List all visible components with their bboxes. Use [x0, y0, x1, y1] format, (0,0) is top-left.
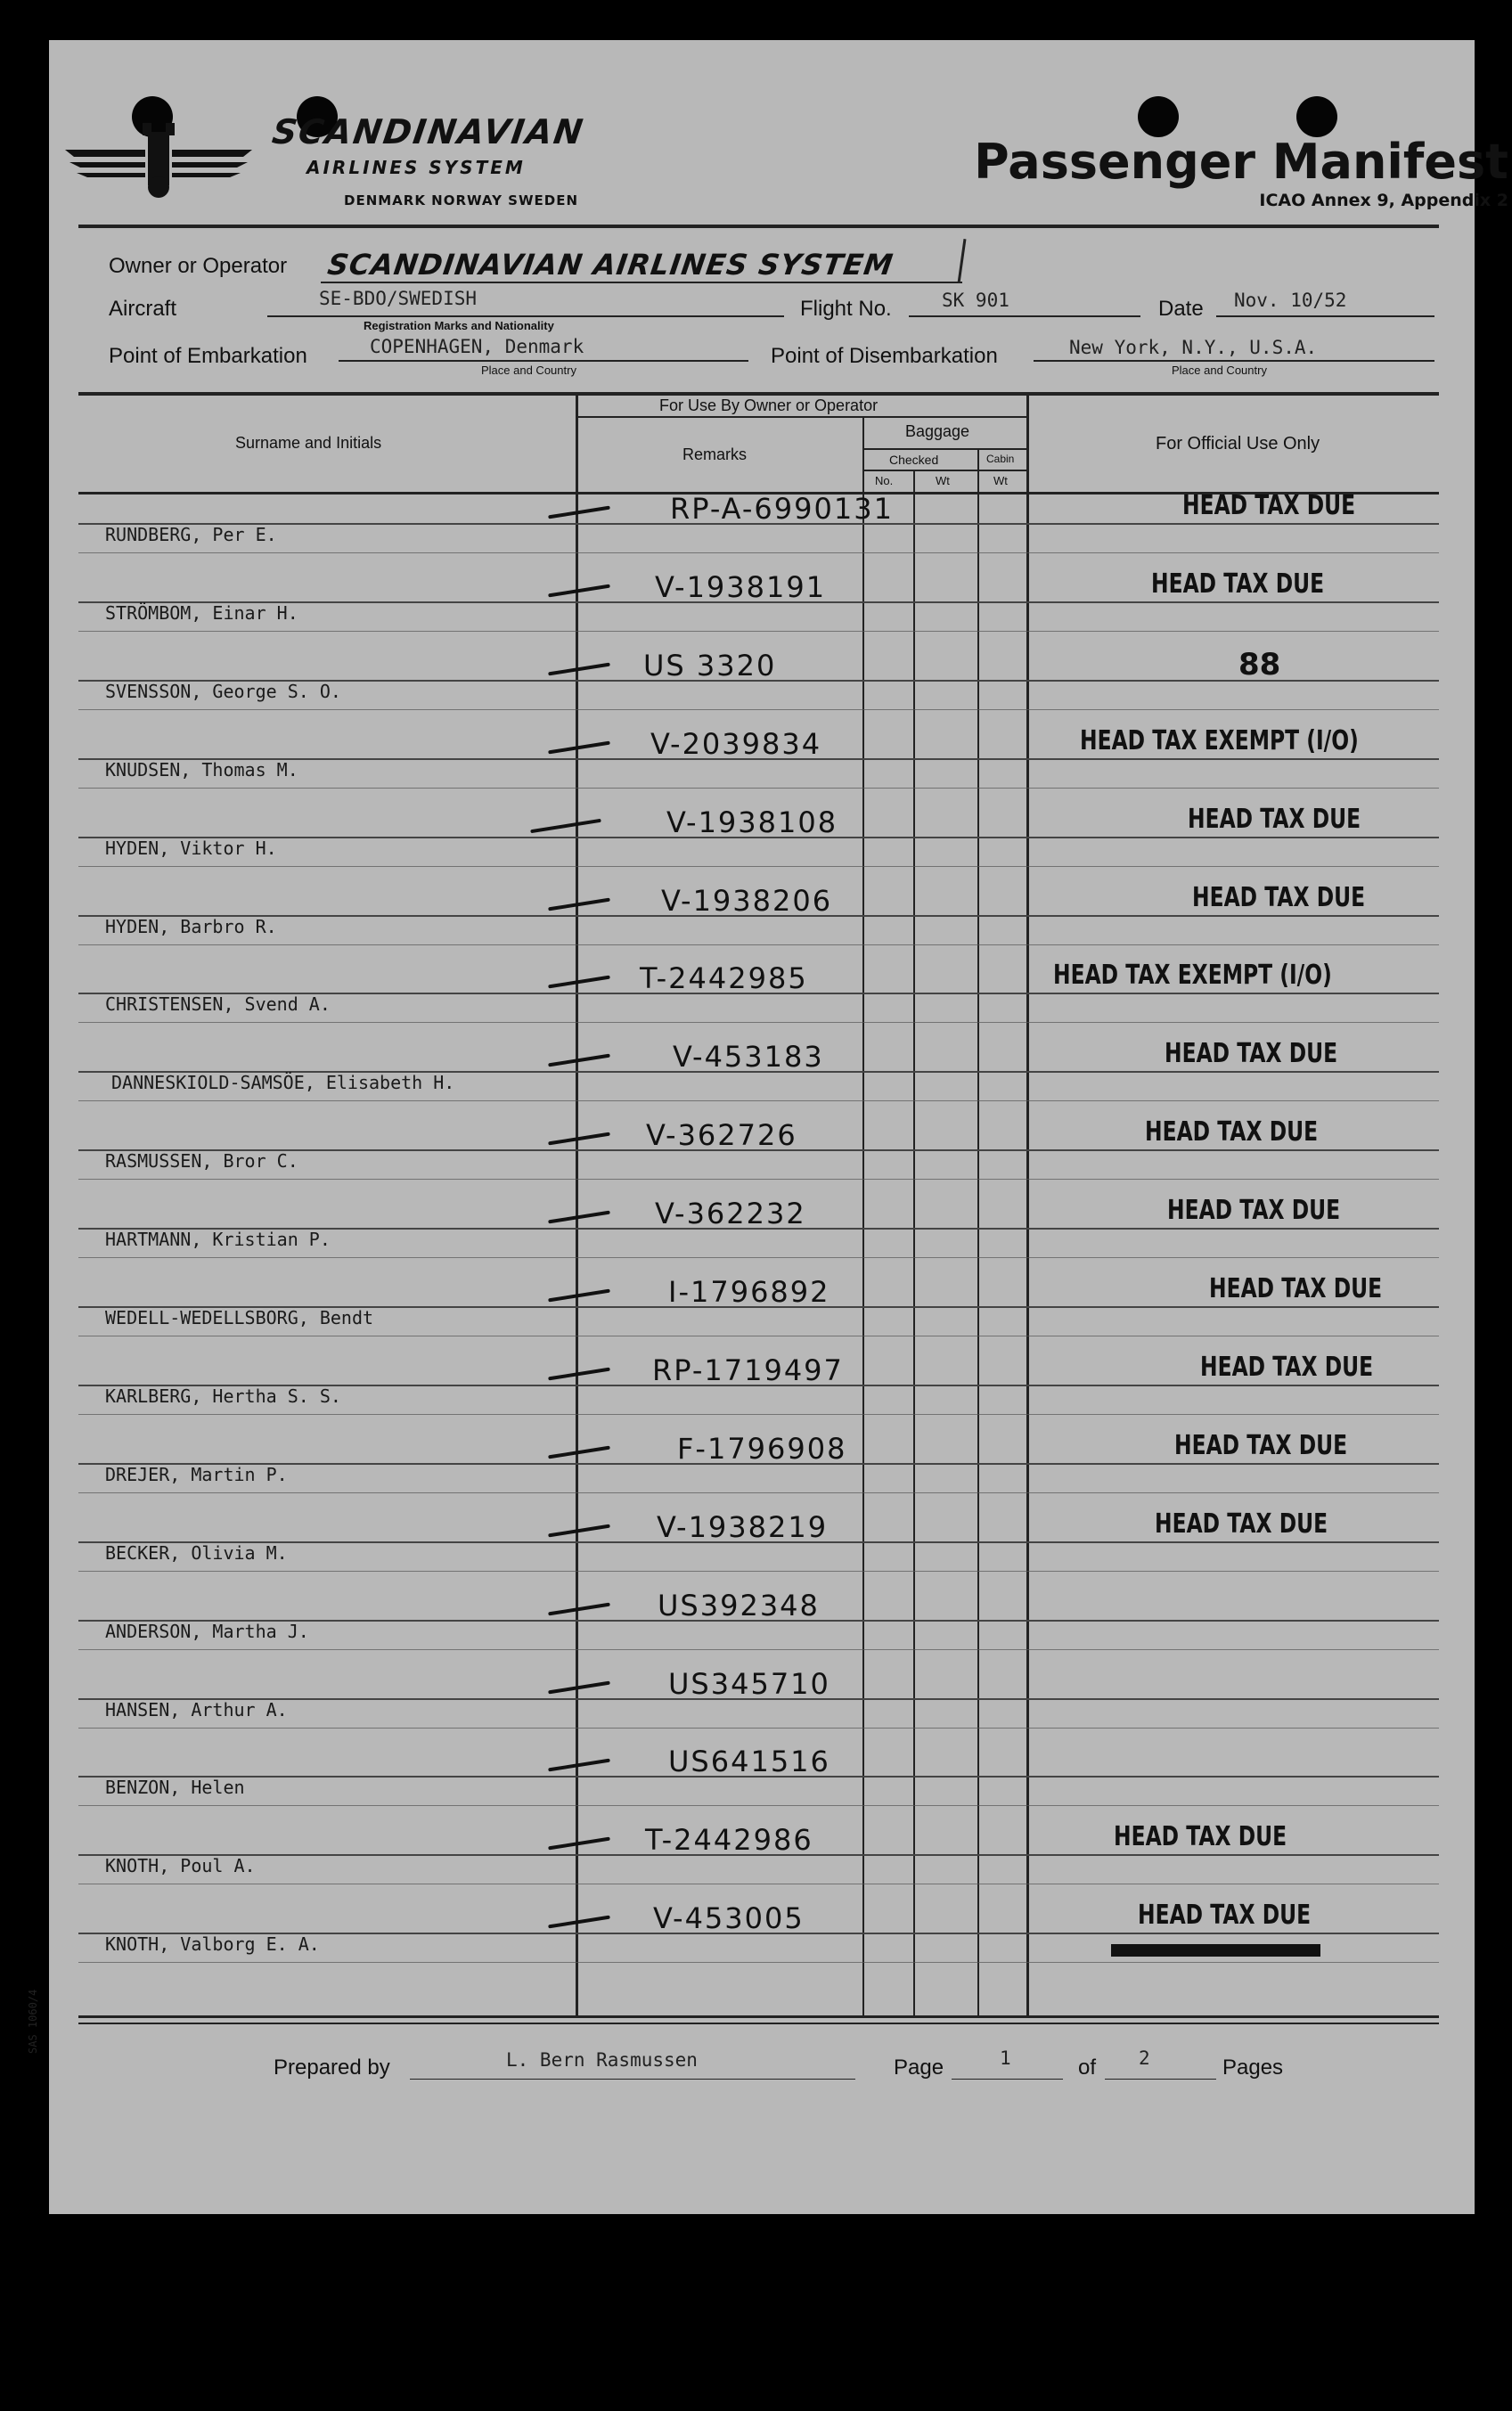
- punch-hole: [1296, 96, 1337, 137]
- row-subrule: [78, 1179, 1439, 1180]
- date-label: Date: [1158, 297, 1204, 321]
- passport-number: RP-1719497: [652, 1353, 844, 1387]
- official-stamp: HEAD TAX DUE: [1145, 1116, 1319, 1148]
- disembark-value: New York, N.Y., U.S.A.: [1069, 337, 1318, 358]
- disembark-underline: [1034, 360, 1434, 362]
- passenger-name: HYDEN, Barbro R.: [105, 915, 277, 937]
- row-subrule: [78, 631, 1439, 632]
- row-subrule: [78, 1257, 1439, 1258]
- passenger-name: HARTMANN, Kristian P.: [105, 1229, 331, 1251]
- passport-number: T-2442985: [640, 961, 808, 996]
- row-subrule: [78, 944, 1439, 945]
- passport-number: RP-A-6990131: [670, 492, 894, 526]
- aircraft-label: Aircraft: [109, 297, 177, 321]
- checked-rule: [864, 470, 1027, 471]
- prepared-underline: [410, 2079, 855, 2080]
- punch-hole: [1138, 96, 1179, 137]
- prepared-label: Prepared by: [274, 2055, 390, 2080]
- page-label: Page: [894, 2055, 944, 2080]
- passenger-name: BENZON, Helen: [105, 1777, 245, 1799]
- passenger-name: ANDERSON, Martha J.: [105, 1620, 309, 1642]
- flight-value: SK 901: [942, 290, 1009, 311]
- passport-number: V-2039834: [650, 726, 822, 761]
- passenger-name: KARLBERG, Hertha S. S.: [105, 1385, 341, 1407]
- row-subrule: [78, 1962, 1439, 1963]
- col-header-baggage: Baggage: [905, 422, 970, 440]
- passport-number: V-453005: [653, 1901, 805, 1936]
- official-stamp: HEAD TAX DUE: [1114, 1821, 1287, 1853]
- row-subrule: [78, 1414, 1439, 1415]
- embark-caption: Place and Country: [481, 364, 576, 377]
- passport-number: US345710: [668, 1666, 830, 1701]
- row-subrule: [78, 1022, 1439, 1023]
- col-divider-official: [1026, 392, 1029, 2015]
- official-stamp: HEAD TAX EXEMPT (I/O): [1053, 960, 1332, 992]
- official-stamp: HEAD TAX DUE: [1174, 1429, 1348, 1461]
- date-underline: [1216, 315, 1434, 317]
- registration-caption: Registration Marks and Nationality: [364, 319, 554, 332]
- table-bottom-border: [78, 2015, 1439, 2018]
- page-subtitle: ICAO Annex 9, Appendix 2: [1259, 191, 1508, 210]
- passenger-name: CHRISTENSEN, Svend A.: [105, 993, 331, 1016]
- col-header-cabin: Cabin: [986, 453, 1015, 465]
- flight-label: Flight No.: [800, 297, 892, 321]
- col-divider-name: [576, 392, 578, 2015]
- official-stamp: HEAD TAX DUE: [1138, 1900, 1312, 1932]
- passenger-name: HANSEN, Arthur A.: [105, 1698, 288, 1720]
- official-stamp: HEAD TAX DUE: [1182, 490, 1356, 521]
- row-subrule: [78, 1728, 1439, 1729]
- col-header-wt: Wt: [936, 474, 950, 487]
- official-stamp: HEAD TAX DUE: [1151, 568, 1325, 600]
- col-header-remarks: Remarks: [682, 445, 748, 463]
- passenger-name: DREJER, Martin P.: [105, 1463, 288, 1485]
- owner-underline: [321, 282, 962, 283]
- owner-use-rule: [577, 416, 1027, 418]
- row-subrule: [78, 788, 1439, 789]
- passport-number: V-362232: [655, 1197, 806, 1231]
- baggage-rule: [864, 448, 1027, 450]
- aircraft-value: SE-BDO/SWEDISH: [319, 288, 478, 309]
- brand-countries: DENMARK NORWAY SWEDEN: [344, 192, 579, 208]
- embark-underline: [339, 360, 748, 362]
- passenger-name: WEDELL-WEDELLSBORG, Bendt: [105, 1307, 374, 1328]
- form-code: SAS 1060/4: [27, 1989, 39, 2054]
- passenger-name: RUNDBERG, Per E.: [105, 524, 277, 545]
- passport-number: T-2442986: [645, 1823, 813, 1858]
- passenger-name: STRÖMBOM, Einar H.: [105, 601, 298, 624]
- col-header-no: No.: [875, 474, 894, 487]
- of-value: 2: [1139, 2047, 1150, 2069]
- passenger-name: KNOTH, Poul A.: [105, 1855, 256, 1877]
- passport-number: V-362726: [646, 1118, 797, 1153]
- passport-number: V-1938219: [657, 1509, 829, 1544]
- page-underline: [952, 2079, 1063, 2080]
- row-subrule: [78, 1100, 1439, 1101]
- owner-value: SCANDINAVIAN AIRLINES SYSTEM: [325, 248, 896, 282]
- passenger-name: DANNESKIOLD-SAMSÖE, Elisabeth H.: [111, 1072, 455, 1094]
- passenger-name: KNUDSEN, Thomas M.: [105, 758, 298, 781]
- pages-label: Pages: [1222, 2055, 1284, 2080]
- owner-label: Owner or Operator: [109, 254, 288, 278]
- official-stamp: HEAD TAX DUE: [1200, 1351, 1374, 1383]
- official-stamp: HEAD TAX DUE: [1188, 803, 1361, 835]
- passport-number: I-1796892: [668, 1275, 830, 1309]
- col-header-owner-use: For Use By Owner or Operator: [659, 396, 879, 414]
- passport-number: US641516: [668, 1745, 830, 1779]
- sas-logo: [61, 87, 613, 221]
- row-subrule: [78, 552, 1439, 553]
- prepared-value: L. Bern Rasmussen: [506, 2049, 698, 2071]
- passport-number: US392348: [658, 1588, 820, 1622]
- of-underline: [1105, 2079, 1216, 2080]
- passenger-name: HYDEN, Viktor H.: [105, 837, 277, 859]
- brand-subname: AIRLINES SYSTEM: [306, 157, 526, 178]
- footer-top-border: [78, 2023, 1439, 2024]
- col-header-surname: Surname and Initials: [235, 434, 382, 452]
- passport-number: V-1938206: [661, 883, 833, 918]
- passport-number: V-453183: [673, 1040, 824, 1075]
- col-header-checked: Checked: [889, 453, 939, 467]
- official-stamp: HEAD TAX DUE: [1165, 1038, 1338, 1070]
- passport-number: US 3320: [643, 648, 777, 682]
- passenger-name: RASMUSSEN, Bror C.: [105, 1150, 298, 1173]
- struck-out-stamp: [1111, 1944, 1320, 1957]
- row-subrule: [78, 1571, 1439, 1572]
- winged-crest-icon: [61, 114, 257, 203]
- passport-number: F-1796908: [677, 1431, 847, 1466]
- flight-underline: [909, 315, 1140, 317]
- official-stamp: HEAD TAX DUE: [1155, 1508, 1328, 1540]
- col-divider-wt: [977, 450, 979, 2015]
- row-subrule: [78, 1492, 1439, 1493]
- disembark-caption: Place and Country: [1172, 364, 1267, 377]
- of-label: of: [1078, 2055, 1097, 2080]
- brand-name: SCANDINAVIAN: [269, 112, 587, 151]
- passport-number: V-1938108: [666, 805, 838, 839]
- official-stamp: 88: [1238, 646, 1281, 682]
- passenger-name: SVENSSON, George S. O.: [105, 680, 341, 702]
- official-stamp: HEAD TAX EXEMPT (I/O): [1080, 724, 1359, 756]
- col-divider-no: [913, 470, 915, 2015]
- official-stamp: HEAD TAX DUE: [1167, 1195, 1341, 1227]
- col-header-official: For Official Use Only: [1156, 434, 1320, 454]
- page-value: 1: [1000, 2047, 1011, 2069]
- row-subrule: [78, 709, 1439, 710]
- official-stamp: HEAD TAX DUE: [1192, 881, 1366, 913]
- row-subrule: [78, 866, 1439, 867]
- disembark-label: Point of Disembarkation: [771, 344, 998, 368]
- embark-label: Point of Embarkation: [109, 344, 307, 368]
- passenger-name: KNOTH, Valborg E. A.: [105, 1933, 320, 1956]
- col-header-wt-cabin: Wt: [993, 474, 1008, 487]
- embark-value: COPENHAGEN, Denmark: [370, 336, 584, 357]
- aircraft-underline: [267, 315, 784, 317]
- header-divider: [78, 225, 1439, 228]
- row-subrule: [78, 1649, 1439, 1650]
- date-value: Nov. 10/52: [1234, 290, 1347, 311]
- table-top-border: [78, 392, 1439, 396]
- row-subrule: [78, 1805, 1439, 1806]
- official-stamp: HEAD TAX DUE: [1209, 1273, 1383, 1304]
- passport-number: V-1938191: [655, 569, 827, 604]
- page-title: Passenger Manifest: [974, 134, 1508, 190]
- passenger-name: BECKER, Olivia M.: [105, 1541, 288, 1564]
